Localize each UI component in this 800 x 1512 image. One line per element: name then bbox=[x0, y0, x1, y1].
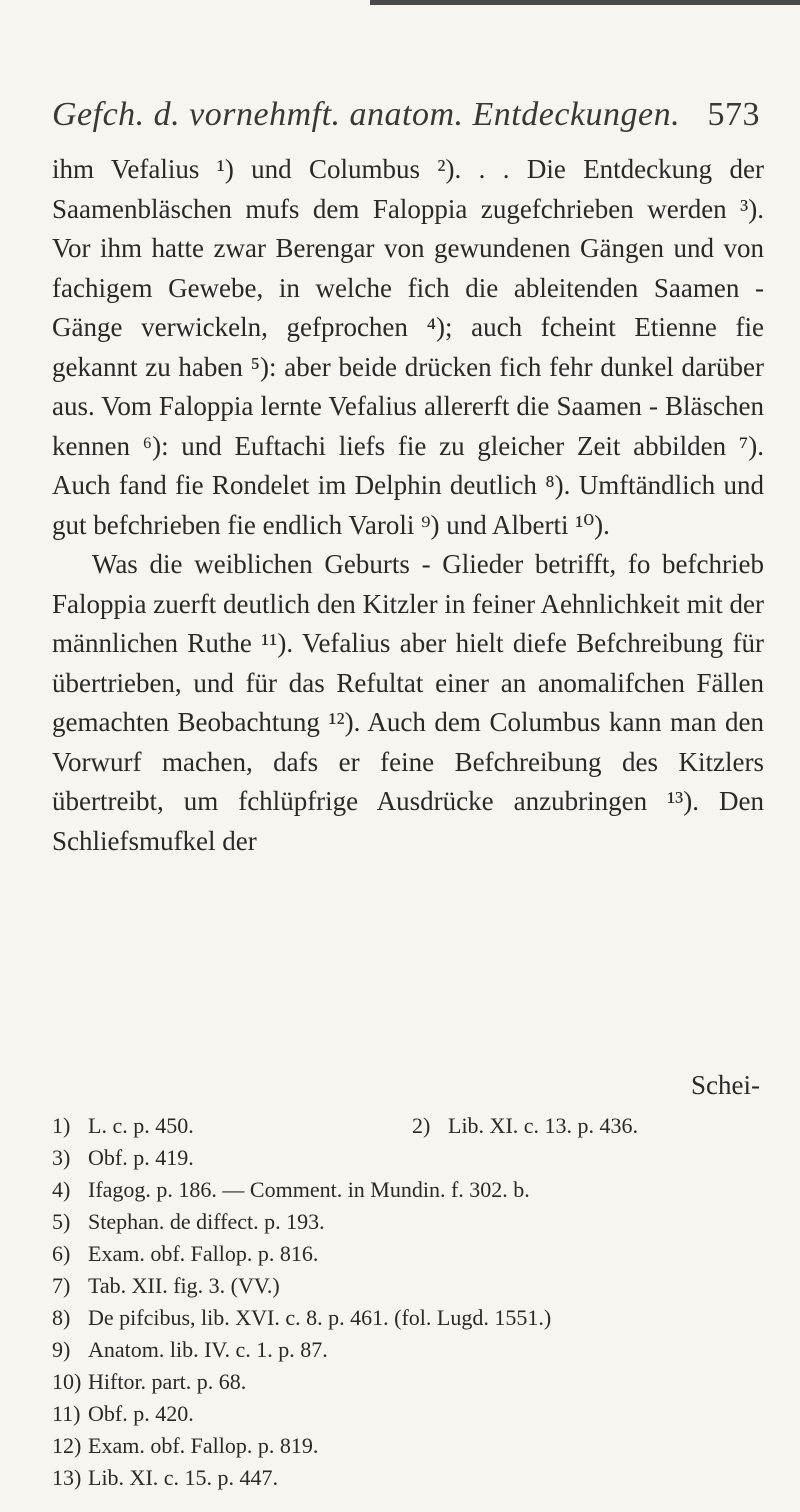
page-number: 573 bbox=[707, 96, 760, 133]
footnote-10: 10) Hiftor. part. p. 68. bbox=[52, 1369, 247, 1394]
footnote-8: 8) De pifcibus, lib. XVI. c. 8. p. 461. (fol. Lugd. 1551.) bbox=[52, 1305, 552, 1330]
footnote-2: 2) Lib. XI. c. 13. p. 436. bbox=[412, 1113, 639, 1138]
footnote-row bbox=[52, 1110, 772, 1142]
footnote-6: 6) Exam. obf. Fallop. p. 816. bbox=[52, 1241, 319, 1266]
main-text bbox=[52, 150, 764, 861]
footnote-7: 7) Tab. XII. fig. 3. (VV.) bbox=[52, 1273, 280, 1298]
running-title: Gefch. d. vornehmft. anatom. Entdeckungen. bbox=[52, 96, 681, 133]
catchword: Schei- bbox=[691, 1070, 760, 1100]
footnote-9: 9) Anatom. lib. IV. c. 1. p. 87. bbox=[52, 1337, 328, 1362]
paragraph-2: Was die weiblichen Geburts - Glieder betrifft, fo befchrieb Faloppia zuerft deutlich den Kitzler in feiner Aehnlichkeit mit der männlichen Ruthe ¹¹). Vefalius aber hielt diefe Befchreibung für übertrieben, und für das Refultat einer an anomalifchen Fällen gemachten Beobachtung ¹²). Auch dem Columbus kann man den Vorwurf machen, dafs er feine Befchreibung des Kitzlers übertreibt, um fchlüpfrige Ausdrücke anzubringen ¹³). Den Schliefsmufkel der bbox=[52, 549, 764, 856]
paragraph-1: ihm Vefalius ¹) und Columbus ²). . . Die Entdeckung der Saamenbläschen mufs dem Faloppia zugefchrieben werden ³). Vor ihm hatte zwar Berengar von gewundenen Gängen und von fachigem Gewebe, in welche fich die ableitenden Saamen - Gänge verwickeln, gefprochen ⁴); auch fcheint Etienne fie gekannt zu haben ⁵): aber beide drücken fich fehr dunkel darüber aus. Vom Faloppia lernte Vefalius allererft die Saamen - Bläschen kennen ⁶): und Euftachi liefs fie zu gleicher Zeit abbilden ⁷). Auch fand fie Rondelet im Delphin deutlich ⁸). Umftändlich und gut befchrieben fie endlich Varoli ⁹) und Alberti ¹⁰). bbox=[52, 154, 764, 540]
footnote-11: 11) Obf. p. 420. bbox=[52, 1401, 194, 1426]
footnotes bbox=[52, 1110, 772, 1494]
footnote-5: 5) Stephan. de diffect. p. 193. bbox=[52, 1209, 325, 1234]
footnote-4: 4) Ifagog. p. 186. — Comment. in Mundin. f. 302. b. bbox=[52, 1177, 530, 1202]
footnote-1: 1) L. c. p. 450. bbox=[52, 1113, 194, 1138]
footnote-13: 13) Lib. XI. c. 15. p. 447. bbox=[52, 1465, 279, 1490]
top-edge-rule bbox=[370, 0, 800, 5]
footnote-3: 3) Obf. p. 419. bbox=[52, 1145, 194, 1170]
running-header bbox=[52, 96, 760, 152]
footnote-12: 12) Exam. obf. Fallop. p. 819. bbox=[52, 1433, 319, 1458]
